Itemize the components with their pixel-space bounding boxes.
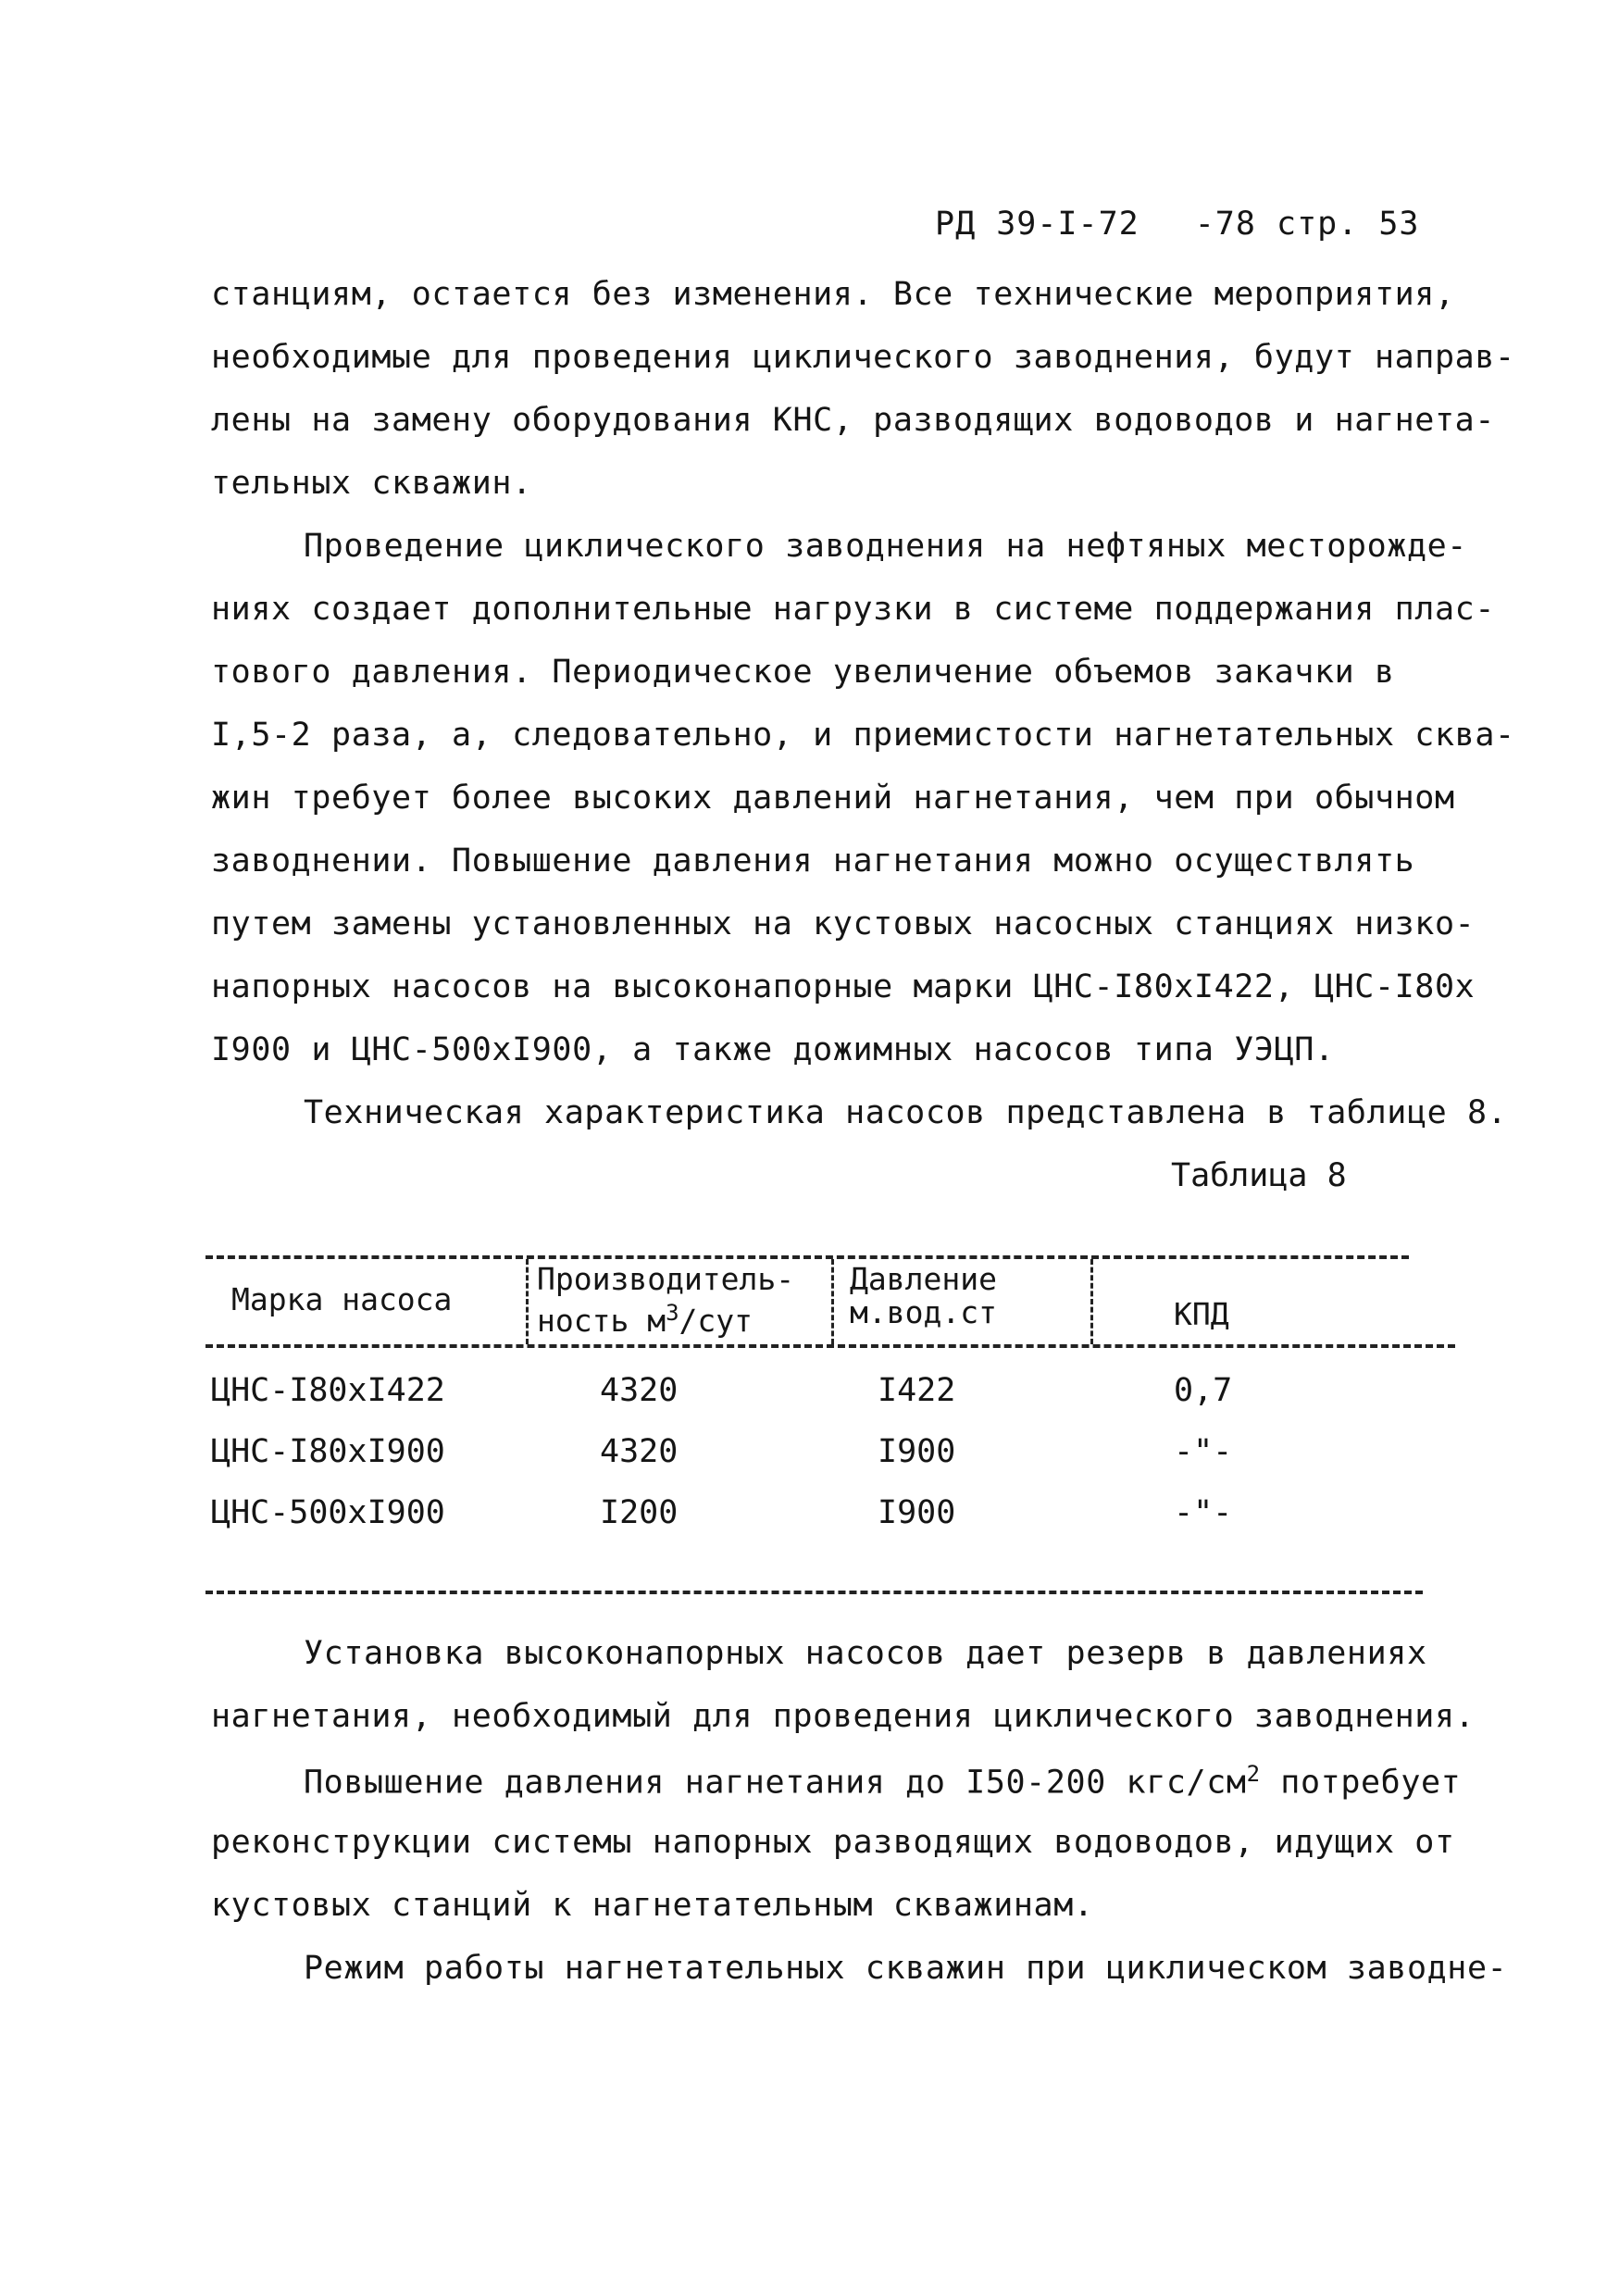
- paragraph-line: Установка высоконапорных насосов дает резерв в давлениях: [304, 1635, 1427, 1672]
- cell-efficiency: -"-: [1174, 1494, 1233, 1531]
- paragraph-line: [304, 1761, 1461, 1802]
- paragraph-line: заводнении. Повышение давления нагнетания можно осуществлять: [211, 842, 1415, 880]
- cell-pressure: I900: [878, 1433, 956, 1470]
- paragraph-line: необходимые для проведения циклического заводнения, будут направ-: [211, 339, 1515, 376]
- paragraph-line: жин требует более высоких давлений нагнетания, чем при обычном: [211, 780, 1455, 817]
- cell-capacity: I200: [600, 1494, 679, 1531]
- table-bottom-rule: [205, 1591, 1423, 1594]
- cell-pump: ЦНС-500xI900: [211, 1494, 445, 1531]
- table-caption: Таблица 8: [1171, 1157, 1347, 1194]
- cell-pressure: I900: [878, 1494, 956, 1531]
- header-pressure-line2: м.вод.ст: [850, 1294, 997, 1330]
- cell-pump: ЦНС-I80xI900: [211, 1433, 445, 1470]
- header-pressure-line1: Давление: [850, 1261, 997, 1297]
- header-capacity-line2: ность м: [537, 1303, 666, 1339]
- paragraph-line: напорных насосов на высоконапорные марки ЦНС-I80xI422, ЦНС-I80x: [211, 968, 1476, 1005]
- cell-capacity: 4320: [600, 1433, 679, 1470]
- cell-pressure: I422: [878, 1372, 956, 1409]
- header-capacity: [537, 1263, 794, 1338]
- header-capacity-line1: Производитель-: [537, 1261, 795, 1297]
- table-header-rule: [205, 1344, 1455, 1348]
- cell-capacity: 4320: [600, 1372, 679, 1409]
- header-efficiency: КПД: [1174, 1296, 1229, 1332]
- paragraph-line: станциям, остается без изменения. Все технические мероприятия,: [211, 276, 1455, 313]
- header-capacity-unit: /сут: [679, 1303, 753, 1339]
- page-header: [935, 206, 1420, 243]
- paragraph-line: тового давления. Периодическое увеличение объемов закачки в: [211, 654, 1395, 691]
- pressure-text-tail: потребует: [1260, 1764, 1462, 1802]
- table-top-rule: [205, 1255, 1409, 1259]
- header-pump: Марка насоса: [231, 1281, 453, 1317]
- header-capacity-sup: 3: [666, 1300, 679, 1326]
- column-divider: [831, 1259, 834, 1344]
- paragraph-line: реконструкции системы напорных разводящих водоводов, идущих от: [211, 1824, 1455, 1861]
- document-code: РД 39-I-72: [935, 206, 1140, 243]
- paragraph-line: кустовых станций к нагнетательным скважинам.: [211, 1887, 1094, 1924]
- column-divider: [1090, 1259, 1093, 1344]
- paragraph-line: ниях создает дополнительные нагрузки в системе поддержания плас-: [211, 591, 1495, 628]
- page-number: -78 стр. 53: [1194, 206, 1420, 243]
- header-pressure: [850, 1263, 997, 1329]
- column-divider: [526, 1259, 529, 1344]
- cell-pump: ЦНС-I80xI422: [211, 1372, 445, 1409]
- cell-efficiency: 0,7: [1174, 1372, 1233, 1409]
- paragraph-line: Проведение циклического заводнения на нефтяных месторожде-: [304, 528, 1467, 565]
- paragraph-line: I,5-2 раза, а, следовательно, и приемистости нагнетательных сква-: [211, 717, 1515, 754]
- paragraph-line: тельных скважин.: [211, 465, 532, 502]
- paragraph-line: I900 и ЦНС-500xI900, а также дожимных насосов типа УЭЦП.: [211, 1031, 1335, 1068]
- paragraph-line: путем замены установленных на кустовых насосных станциях низко-: [211, 905, 1476, 942]
- pressure-text: Повышение давления нагнетания до I50-200 кгс/см: [304, 1764, 1247, 1802]
- cell-efficiency: -"-: [1174, 1433, 1233, 1470]
- unit-superscript: 2: [1246, 1761, 1261, 1787]
- paragraph-line: нагнетания, необходимый для проведения циклического заводнения.: [211, 1698, 1476, 1735]
- paragraph-line: Техническая характеристика насосов представлена в таблице 8.: [304, 1094, 1508, 1131]
- paragraph-line: лены на замену оборудования КНС, разводящих водоводов и нагнета-: [211, 402, 1495, 439]
- paragraph-line: Режим работы нагнетательных скважин при циклическом заводне-: [304, 1950, 1508, 1987]
